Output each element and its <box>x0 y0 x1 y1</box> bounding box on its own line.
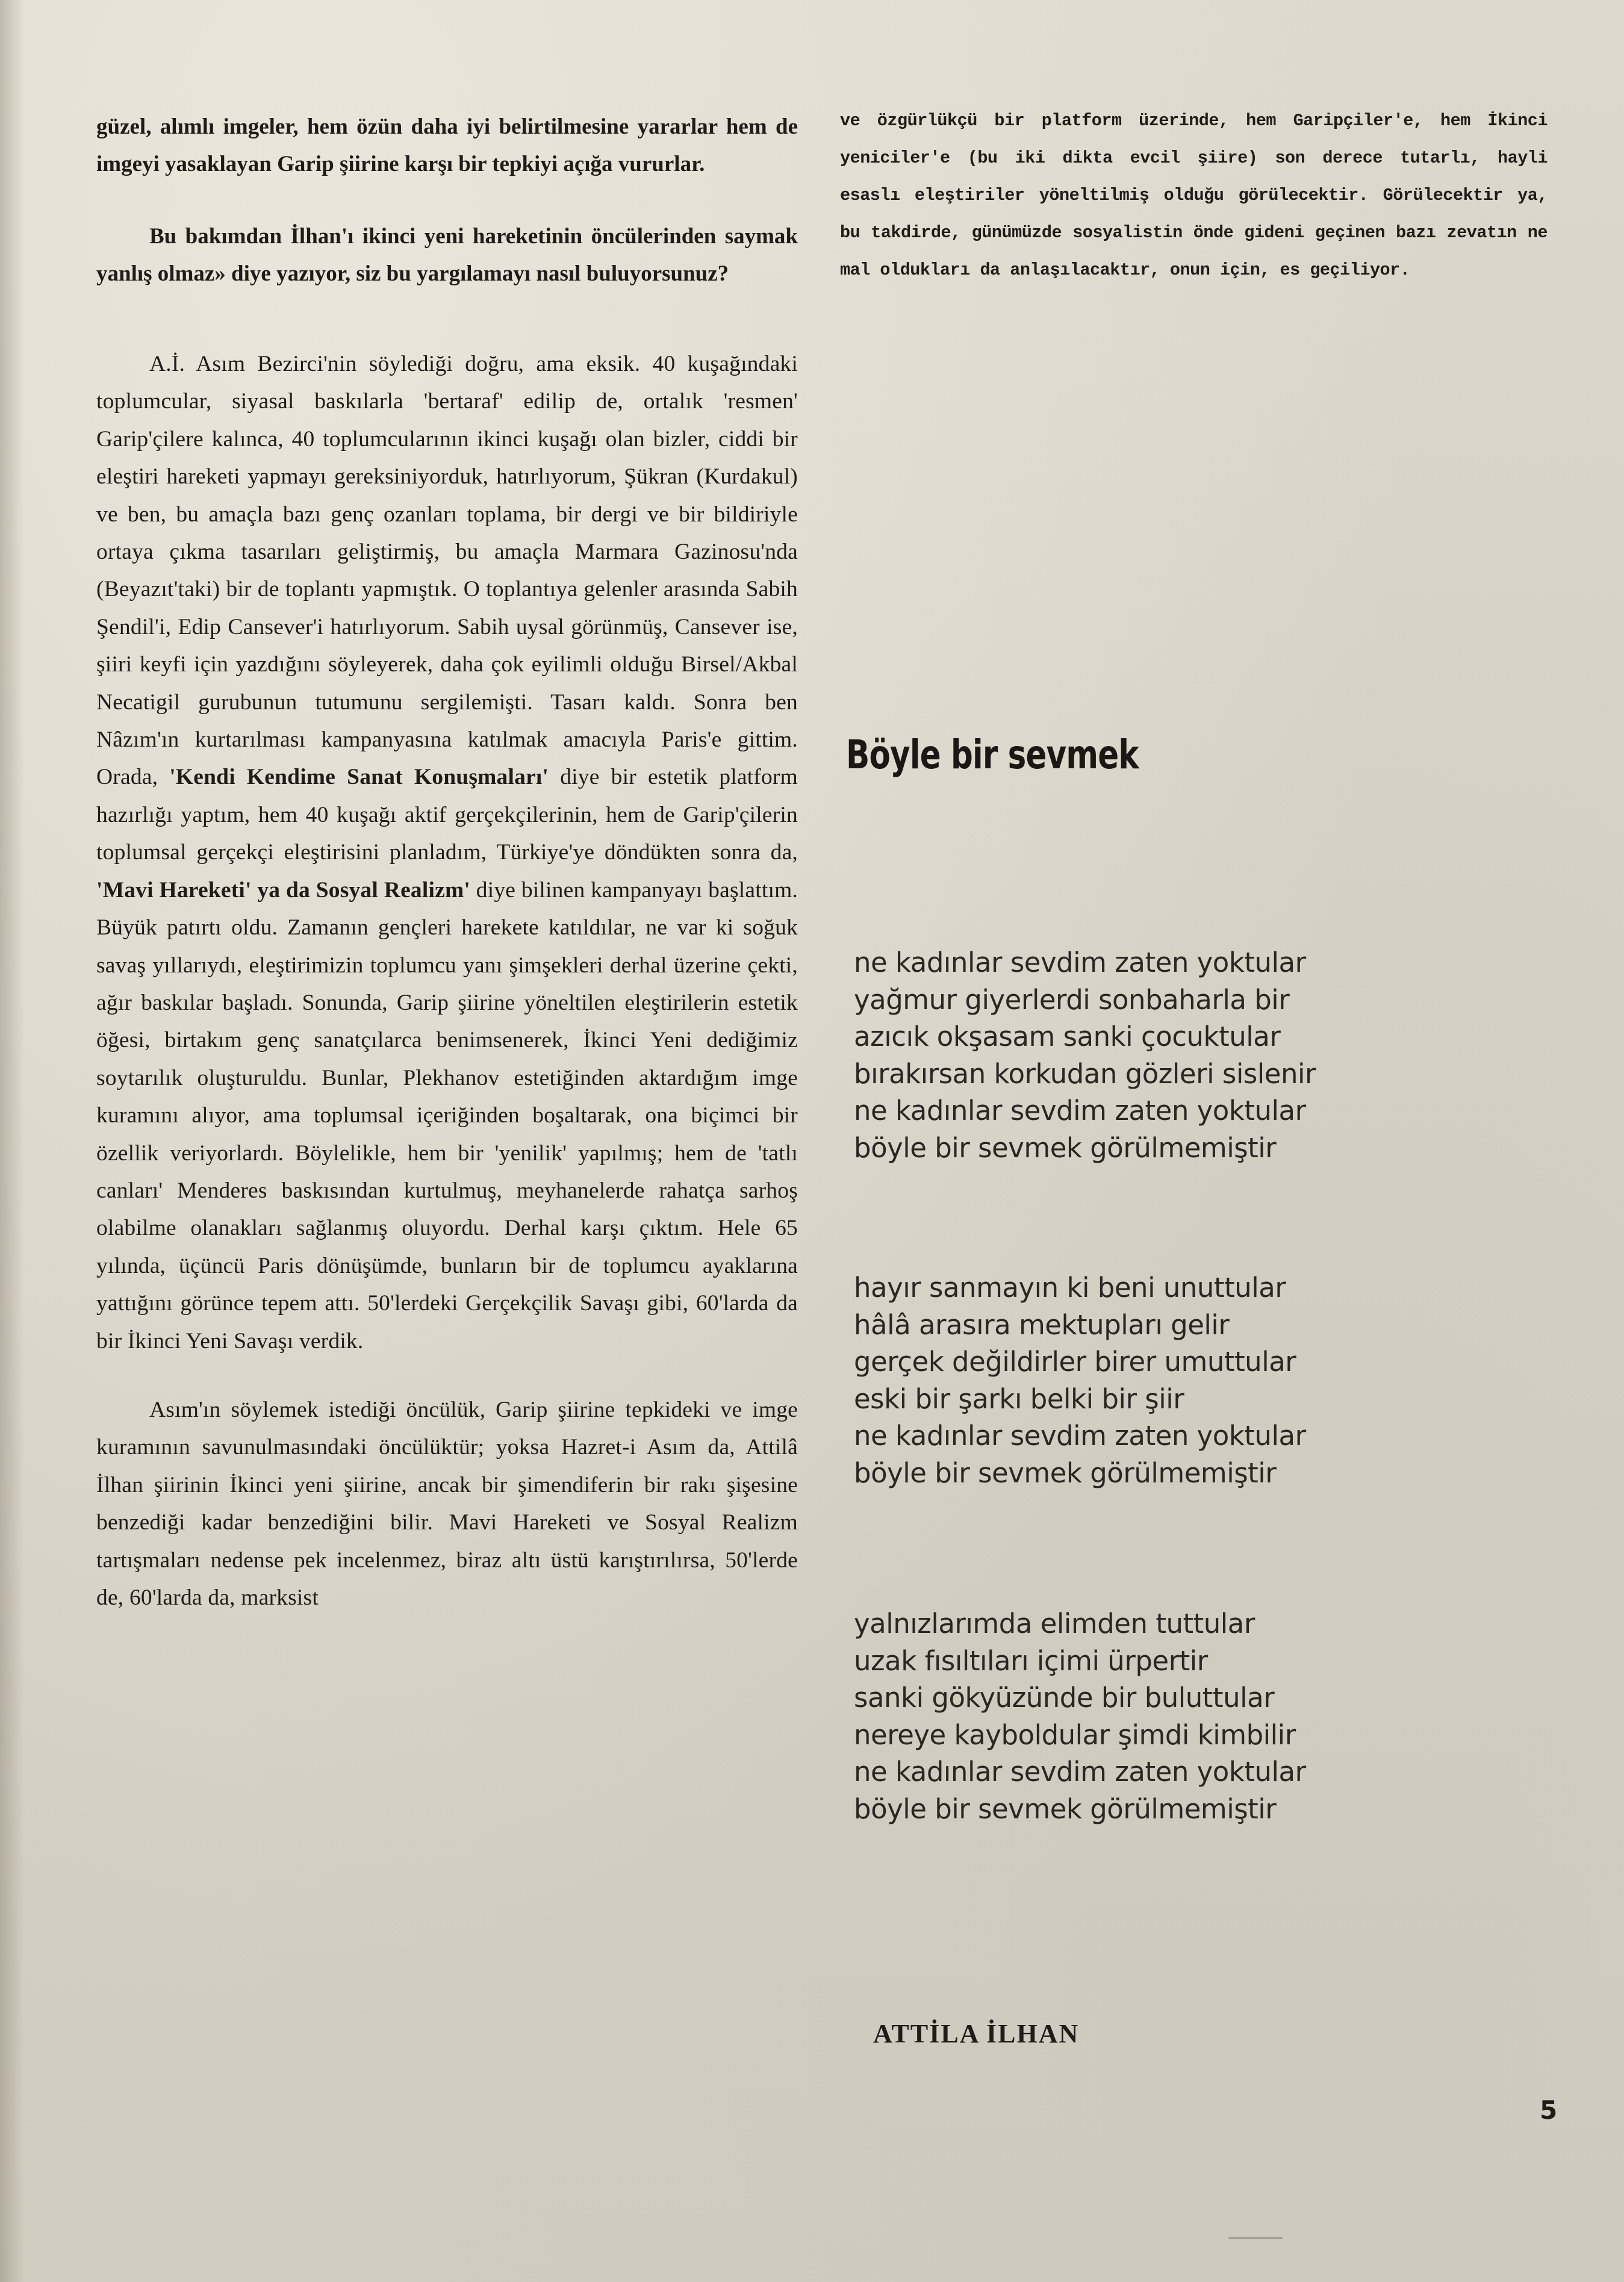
question-text-2: Bu bakımdan İlhan'ı ikinci yeni hareketinin öncülerinden saymak yanlış olmaz» diye yazıyor, siz bu yargılamayı nasıl buluyorsunuz? <box>96 224 798 286</box>
poem-line: eski bir şarkı belki bir şiir <box>854 1382 1184 1415</box>
right-column <box>840 102 1548 289</box>
poem-line: ne kadınlar sevdim zaten yoktular <box>854 947 1306 978</box>
poem-line: ne kadınlar sevdim zaten yoktular <box>854 1095 1306 1127</box>
poem-line: gerçek değildirler birer umuttular <box>854 1346 1296 1378</box>
poem-line: ne kadınlar sevdim zaten yoktular <box>854 1756 1306 1788</box>
poem-author: ATTİLA İLHAN <box>873 2019 1080 2048</box>
ink-smudge <box>1228 2237 1283 2239</box>
answer-bold-1: 'Kendi Kendime Sanat Konuşmaları' <box>169 765 549 790</box>
poem-line: yalnızlarımda elimden tuttular <box>854 1608 1255 1640</box>
poem-line: böyle bir sevmek görülmemiştir <box>854 1792 1277 1825</box>
poem-title: Böyle bir sevmek <box>846 732 1139 778</box>
answer-text-1b: diye bir estetik platform hazırlığı yaptım, hem 40 kuşağı aktif gerçekçilerinin, hem de Garip'çilerin toplumsal gerçekçi eleştirisini planladım, Türkiye'ye döndükten sonra da, <box>96 765 798 865</box>
poem-line: ne kadınlar sevdim zaten yoktular <box>854 1420 1306 1452</box>
answer-text-1c: diye bilinen kampanyayı başlattım. Büyük patırtı oldu. Zamanın gençleri harekete katıldılar, ne var ki soğuk savaş yıllarıydı, eleştirimizin toplumcu yanı şimşekleri derhal üzerine çekti, ağır baskılar başladı. Sonunda, Garip şiirine yöneltilen eleştirilerin estetik öğesi, birtakım genç sanatçılarca benimsenerek, İkinci Yeni dediğimiz soytarılık oluşturuldu. Bunlar, Plekhanov estetiğinden aktardığım imge kuramını alıyor, ama toplumsal içeriğinden boşaltarak, ona biçimci bir özellik veriyorlardı. Böylelikle, hem bir 'yenilik' yapılmış; hem de 'tatlı canları' Menderes baskısından kurtulmuş, meyhanelerde rahatça sarhoş olabilme olanakları sağlanmış oluyordu. Derhal karşı çıktım. Hele 65 yılında, üçüncü Paris dönüşümde, bunların bir de toplumcu ayaklarına yattığını görünce tepem attı. 50'lerdeki Gerçekçilik Savaşı gibi, 60'larda da bir İkinci Yeni Savaşı verdik. <box>96 877 798 1354</box>
poem-stanza-1 <box>854 944 1546 1166</box>
answer-bold-2: 'Mavi Hareketi' ya da Sosyal Realizm' <box>96 877 471 903</box>
question-paragraph-1: güzel, alımlı imgeler, hem özün daha iyi belirtilmesine yararlar hem de imgeyi yasaklayan Garip şiirine karşı bir tepkiyi açığa vururlar. <box>96 114 798 176</box>
question-paragraph-2 <box>96 218 798 293</box>
answer-text-2: Asım'ın söylemek istediği öncülük, Garip şiirine tepkideki ve imge kuramının savunulmasındaki öncülüktür; yoksa Hazret-i Asım da, Attilâ İlhan şiirinin İkinci yeni şiirine, ancak bir şimendiferin bir rakı şişesine benzediği kadar benzediğini bilir. Mavi Hareketi ve Sosyal Realizm tartışmaları nedense pek incelenmez, biraz altı üstü karıştırılırsa, 50'lerde de, 60'larda da, marksist <box>96 1397 798 1610</box>
left-column <box>96 108 798 1617</box>
poem-line: sanki gökyüzünde bir buluttular <box>854 1682 1275 1714</box>
poem-line: böyle bir sevmek görülmemiştir <box>854 1131 1277 1164</box>
poem-line: hâlâ arasıra mektupları gelir <box>854 1308 1230 1341</box>
poem-line: yağmur giyerlerdi sonbaharla bir <box>854 983 1290 1016</box>
answer-paragraph-2 <box>96 1391 798 1617</box>
poem-line: bırakırsan korkudan gözleri sislenir <box>854 1057 1316 1090</box>
poem-stanza-3 <box>854 1605 1546 1827</box>
poem-line: azıcık okşasam sanki çocuktular <box>854 1021 1281 1052</box>
page-number: 5 <box>1540 2095 1558 2125</box>
poem-line: nereye kayboldular şimdi kimbilir <box>854 1718 1296 1751</box>
poem-line: böyle bir sevmek görülmemiştir <box>854 1457 1277 1489</box>
poem-stanza-2 <box>854 1269 1546 1491</box>
poem-line: uzak fısıltıları içimi ürpertir <box>854 1644 1208 1677</box>
poem-line: hayır sanmayın ki beni unuttular <box>854 1272 1286 1304</box>
answer-text-1a: A.İ. Asım Bezirci'nin söylediği doğru, ama eksik. 40 kuşağındaki toplumcular, siyasal baskılarla 'bertaraf' edilip de, ortalık 'resmen' Garip'çilere kalınca, 40 toplumcularının ikinci kuşağı olan bizler, ciddi bir eleştiri hareketi yapmayı gereksiniyorduk, hatırlıyorum, Şükran (Kurdakul) ve ben, bu amaçla bazı genç ozanları toplama, bir dergi ve bir bildiriyle ortaya çıkma tasarıları geliştirmiş, bu amaçla Marmara Gazinosu'nda (Beyazıt'taki) bir de toplantı yapmıştık. O toplantıya gelenler arasında Sabih Şendil'i, Edip Cansever'i hatırlıyorum. Sabih uysal görünmüş, Cansever ise, şiiri keyfi için yazdığını söyleyerek, daha çok eyilimli olduğu Birsel/Akbal Necatigil gurubunun tutumunu sergilemişti. Tasarı kaldı. Sonra ben Nâzım'ın kurtarılması kampanyasına katılmak amacıyla Paris'e gittim. Orada, <box>96 352 798 790</box>
answer-paragraph-1 <box>96 346 798 1360</box>
continuation-paragraph: ve özgürlükçü bir platform üzerinde, hem Garipçiler'e, hem İkinci yeniciler'e (bu iki dikta evcil şiire) son derece tutarlı, hayli esaslı eleştiriler yöneltilmiş olduğu görülecektir. Görülecektir ya, bu takdirde, günümüzde sosyalistin önde gideni geçinen bazı zevatın ne mal oldukları da anlaşılacaktır, onun için, es geçiliyor. <box>840 111 1548 280</box>
